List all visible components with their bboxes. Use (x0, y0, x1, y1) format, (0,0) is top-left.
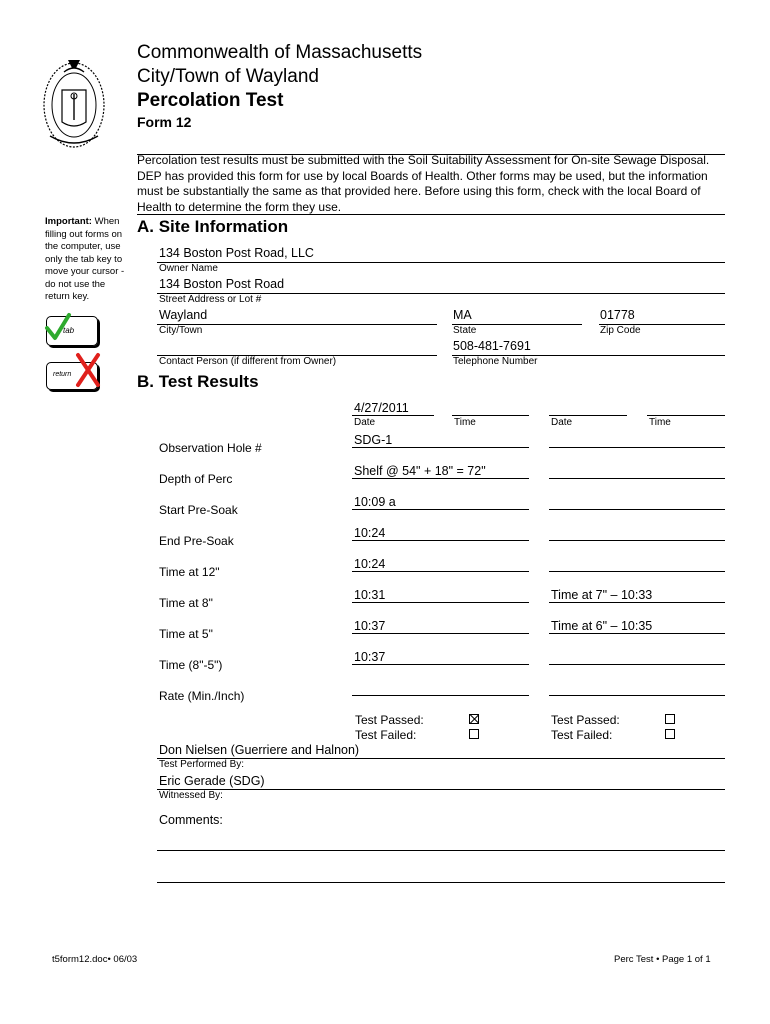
row-col2-value[interactable]: Time at 6" – 10:35 (551, 619, 653, 633)
owner-name-line (157, 262, 725, 263)
col2-test-failed-label: Test Failed: (551, 728, 613, 742)
col1-test-passed-checkbox[interactable] (469, 714, 479, 724)
page-title: Percolation Test (137, 90, 284, 111)
witnessed-by-line (157, 789, 725, 790)
section-site-information: A. Site Information (137, 217, 289, 236)
row-label: Observation Hole # (159, 441, 262, 455)
owner-name-label: Owner Name (159, 263, 218, 274)
row-label: Time at 5" (159, 627, 213, 641)
city-label: City/Town (159, 325, 203, 336)
row-col1-value[interactable]: 10:24 (354, 557, 386, 571)
row-col1-line (352, 509, 529, 510)
row-col1-line (352, 540, 529, 541)
row-col2-line (549, 633, 725, 634)
col1-test-failed-checkbox[interactable] (469, 729, 479, 739)
row-col1-line (352, 571, 529, 572)
important-text: When filling out forms on the computer, use only the tab key to move your cursor - do not use the return key. (45, 216, 125, 302)
row-label: Start Pre-Soak (159, 503, 238, 517)
important-note (45, 216, 127, 304)
row-col2-line (549, 447, 725, 448)
row-col1-line (352, 633, 529, 634)
row-col1-value[interactable]: 10:31 (354, 588, 386, 602)
date-1-value[interactable]: 4/27/2011 (354, 401, 409, 415)
row-col1-value[interactable]: 10:37 (354, 650, 386, 664)
header-line-commonwealth: Commonwealth of Massachusetts (137, 42, 423, 63)
test-performed-by-label: Test Performed By: (159, 759, 245, 770)
row-col2-line (549, 695, 725, 696)
footer-page-number: Perc Test • Page 1 of 1 (614, 954, 711, 965)
tab-key-label: tab (63, 326, 75, 335)
row-label: Time at 8" (159, 596, 213, 610)
row-col1-line (352, 447, 529, 448)
col1-test-failed-label: Test Failed: (355, 728, 417, 742)
city-value[interactable]: Wayland (159, 308, 208, 322)
row-col1-line (352, 478, 529, 479)
row-col1-value[interactable]: 10:09 a (354, 495, 396, 509)
contact-person-label: Contact Person (if different from Owner) (159, 356, 337, 367)
witnessed-by-value[interactable]: Eric Gerade (SDG) (159, 774, 265, 788)
comments-line-2[interactable] (157, 882, 725, 883)
section-test-results: B. Test Results (137, 372, 259, 391)
row-col1-line (352, 695, 529, 696)
street-address-value[interactable]: 134 Boston Post Road (159, 277, 285, 291)
row-col1-line (352, 602, 529, 603)
witnessed-by-label: Witnessed By: (159, 790, 223, 801)
zip-value[interactable]: 01778 (600, 308, 635, 322)
row-col2-line (549, 602, 725, 603)
time-1-line (452, 415, 529, 416)
row-col1-value[interactable]: Shelf @ 54" + 18" = 72" (354, 464, 486, 478)
telephone-value[interactable]: 508-481-7691 (453, 339, 531, 353)
state-value[interactable]: MA (453, 308, 472, 322)
date-1-label: Date (354, 417, 376, 428)
col2-test-passed-label: Test Passed: (551, 713, 620, 727)
massachusetts-seal-icon (40, 50, 108, 150)
row-col1-value[interactable]: 10:24 (354, 526, 386, 540)
checkmark-icon (44, 312, 75, 342)
state-label: State (453, 325, 477, 336)
row-col1-value[interactable]: 10:37 (354, 619, 386, 633)
telephone-label: Telephone Number (453, 356, 538, 367)
time-1-label: Time (454, 417, 476, 428)
row-label: Rate (Min./Inch) (159, 689, 245, 703)
zip-label: Zip Code (600, 325, 641, 336)
row-label: Depth of Perc (159, 472, 233, 486)
row-col2-line (549, 540, 725, 541)
comments-label: Comments: (159, 813, 223, 827)
col1-test-passed-label: Test Passed: (355, 713, 424, 727)
street-address-label: Street Address or Lot # (159, 294, 262, 305)
header-line-city: City/Town of Wayland (137, 66, 319, 87)
important-label: Important: (45, 216, 92, 227)
owner-name-value[interactable]: 134 Boston Post Road, LLC (159, 246, 314, 260)
row-label: Time (8"-5") (159, 658, 223, 672)
row-col2-value[interactable]: Time at 7" – 10:33 (551, 588, 653, 602)
row-col1-value[interactable]: SDG-1 (354, 433, 393, 447)
date-2-line (549, 415, 627, 416)
divider (137, 214, 725, 215)
row-label: End Pre-Soak (159, 534, 234, 548)
col2-test-failed-checkbox[interactable] (665, 729, 675, 739)
row-col2-line (549, 664, 725, 665)
footer-filename: t5form12.doc• 06/03 (52, 954, 138, 965)
time-2-line (647, 415, 725, 416)
row-label: Time at 12" (159, 565, 220, 579)
form-number: Form 12 (137, 114, 192, 130)
row-col2-line (549, 571, 725, 572)
time-2-label: Time (649, 417, 671, 428)
comments-line-1[interactable] (157, 850, 725, 851)
return-key-label: return (53, 371, 72, 378)
row-col1-line (352, 664, 529, 665)
row-col2-line (549, 509, 725, 510)
date-1-line (352, 415, 434, 416)
test-performed-by-value[interactable]: Don Nielsen (Guerriere and Halnon) (159, 743, 360, 757)
date-2-label: Date (551, 417, 573, 428)
row-col2-line (549, 478, 725, 479)
intro-text: Percolation test results must be submitted with the Soil Suitability Assessment for On-site Sewage Disposal. DEP has provided this form for use by local Boards of Health. Other forms may be used, but the information must be substantially the same as that provided here. Before using this form, check with the local Board of Health to determine the form they use. (137, 153, 710, 214)
x-mark-icon (74, 352, 102, 388)
col2-test-passed-checkbox[interactable] (665, 714, 675, 724)
